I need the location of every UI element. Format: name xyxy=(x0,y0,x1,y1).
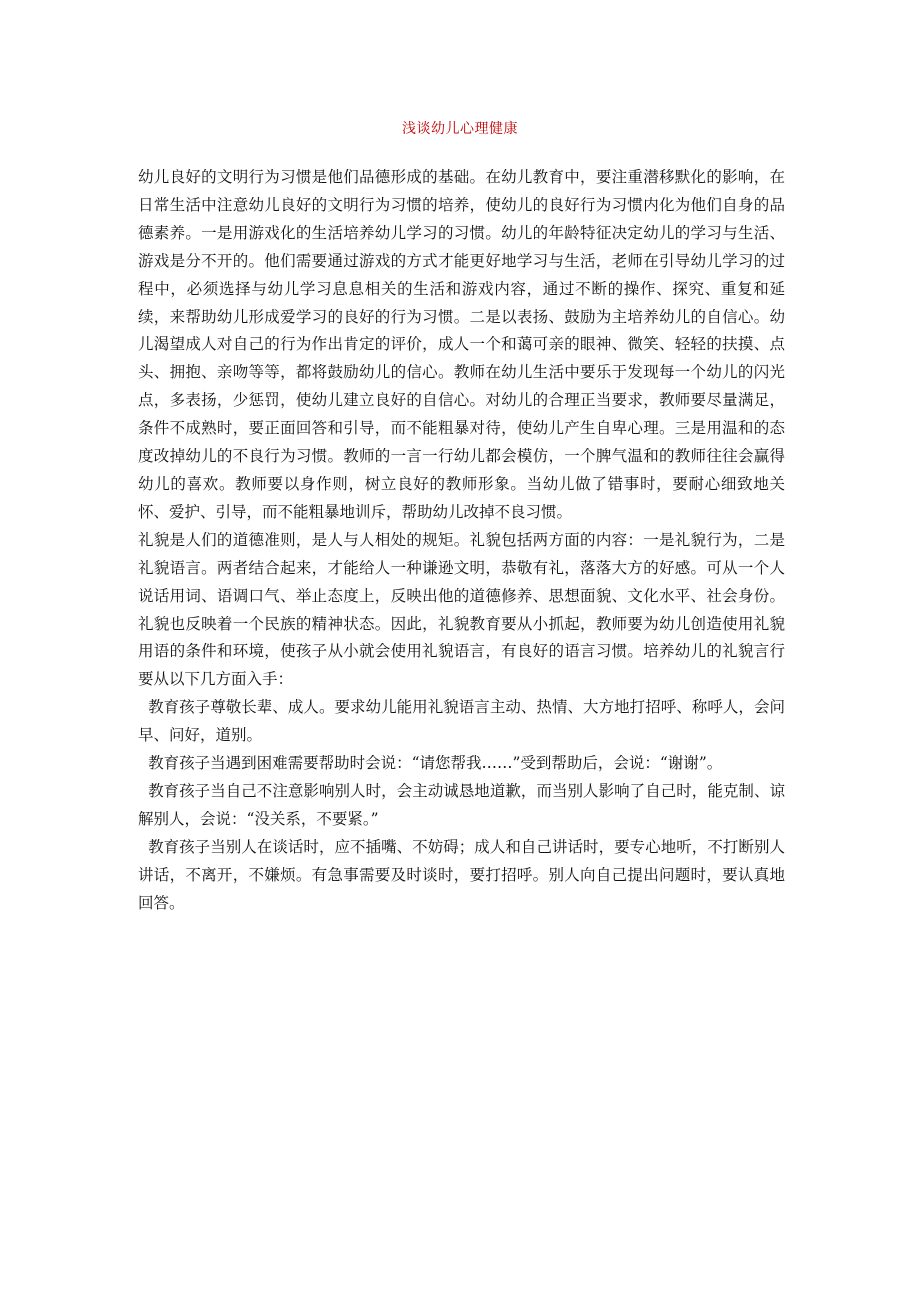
document-body xyxy=(138,164,785,917)
list-item-listening: 教育孩子当别人在谈话时，应不插嘴、不妨碍；成人和自己讲话时，要专心地听，不打断别人讲话，不离开，不嫌烦。有急事需要及时谈时，要打招呼。别人向自己提出问题时，要认真地回答。 xyxy=(138,837,785,912)
list-item-respect-elders: 教育孩子尊敬长辈、成人。要求幼儿能用礼貌语言主动、热情、大方地打招呼、称呼人，会问早、问好，道别。 xyxy=(138,698,785,745)
paragraph-courtesy: 礼貌是人们的道德准则，是人与人相处的规矩。礼貌包括两方面的内容：一是礼貌行为，二是礼貌语言。两者结合起来，才能给人一种谦逊文明，恭敬有礼，落落大方的好感。可从一个人说话用词、语调口气、举止态度上，反映出他的道德修养、思想面貌、文化水平、社会身份。礼貌也反映着一个民族的精神状态。因此，礼貌教育要从小抓起，教师要为幼儿创造使用礼貌用语的条件和环境，使孩子从小就会使用礼貌语言，有良好的语言习惯。培养幼儿的礼貌言行要从以下几方面入手： xyxy=(138,530,785,689)
document-title: 浅谈幼儿心理健康 xyxy=(402,121,518,137)
list-item-ask-for-help: 教育孩子当遇到困难需要帮助时会说：“请您帮我……”受到帮助后，会说：“谢谢”。 xyxy=(148,754,723,773)
list-item-apologize: 教育孩子当自己不注意影响别人时，会主动诚恳地道歉，而当别人影响了自己时，能克制、谅解别人，会说：“没关系，不要紧。” xyxy=(138,781,785,828)
paragraph-habits: 幼儿良好的文明行为习惯是他们品德形成的基础。在幼儿教育中，要注重潜移默化的影响，在日常生活中注意幼儿良好的文明行为习惯的培养，使幼儿的良好行为习惯内化为他们自身的品德素养。一是用游戏化的生活培养幼儿学习的习惯。幼儿的年龄特征决定幼儿的学习与生活、游戏是分不开的。他们需要通过游戏的方式才能更好地学习与生活，老师在引导幼儿学习的过程中，必须选择与幼儿学习息息相关的生活和游戏内容，通过不断的操作、探究、重复和延续，来帮助幼儿形成爱学习的良好的行为习惯。二是以表扬、鼓励为主培养幼儿的自信心。幼儿渴望成人对自己的行为作出肯定的评价，成人一个和蔼可亲的眼神、微笑、轻轻的扶摸、点头、拥抱、亲吻等等，都将鼓励幼儿的信心。教师在幼儿生活中要乐于发现每一个幼儿的闪光点，多表扬，少惩罚，使幼儿建立良好的自信心。对幼儿的合理正当要求，教师要尽量满足，条件不成熟时，要正面回答和引导，而不能粗暴对待，使幼儿产生自卑心理。三是用温和的态度改掉幼儿的不良行为习惯。教师的一言一行幼儿都会模仿，一个脾气温和的教师往往会赢得幼儿的喜欢。教师要以身作则，树立良好的教师形象。当幼儿做了错事时，要耐心细致地关怀、爱护、引导，而不能粗暴地训斥，帮助幼儿改掉不良习惯。 xyxy=(138,168,785,521)
